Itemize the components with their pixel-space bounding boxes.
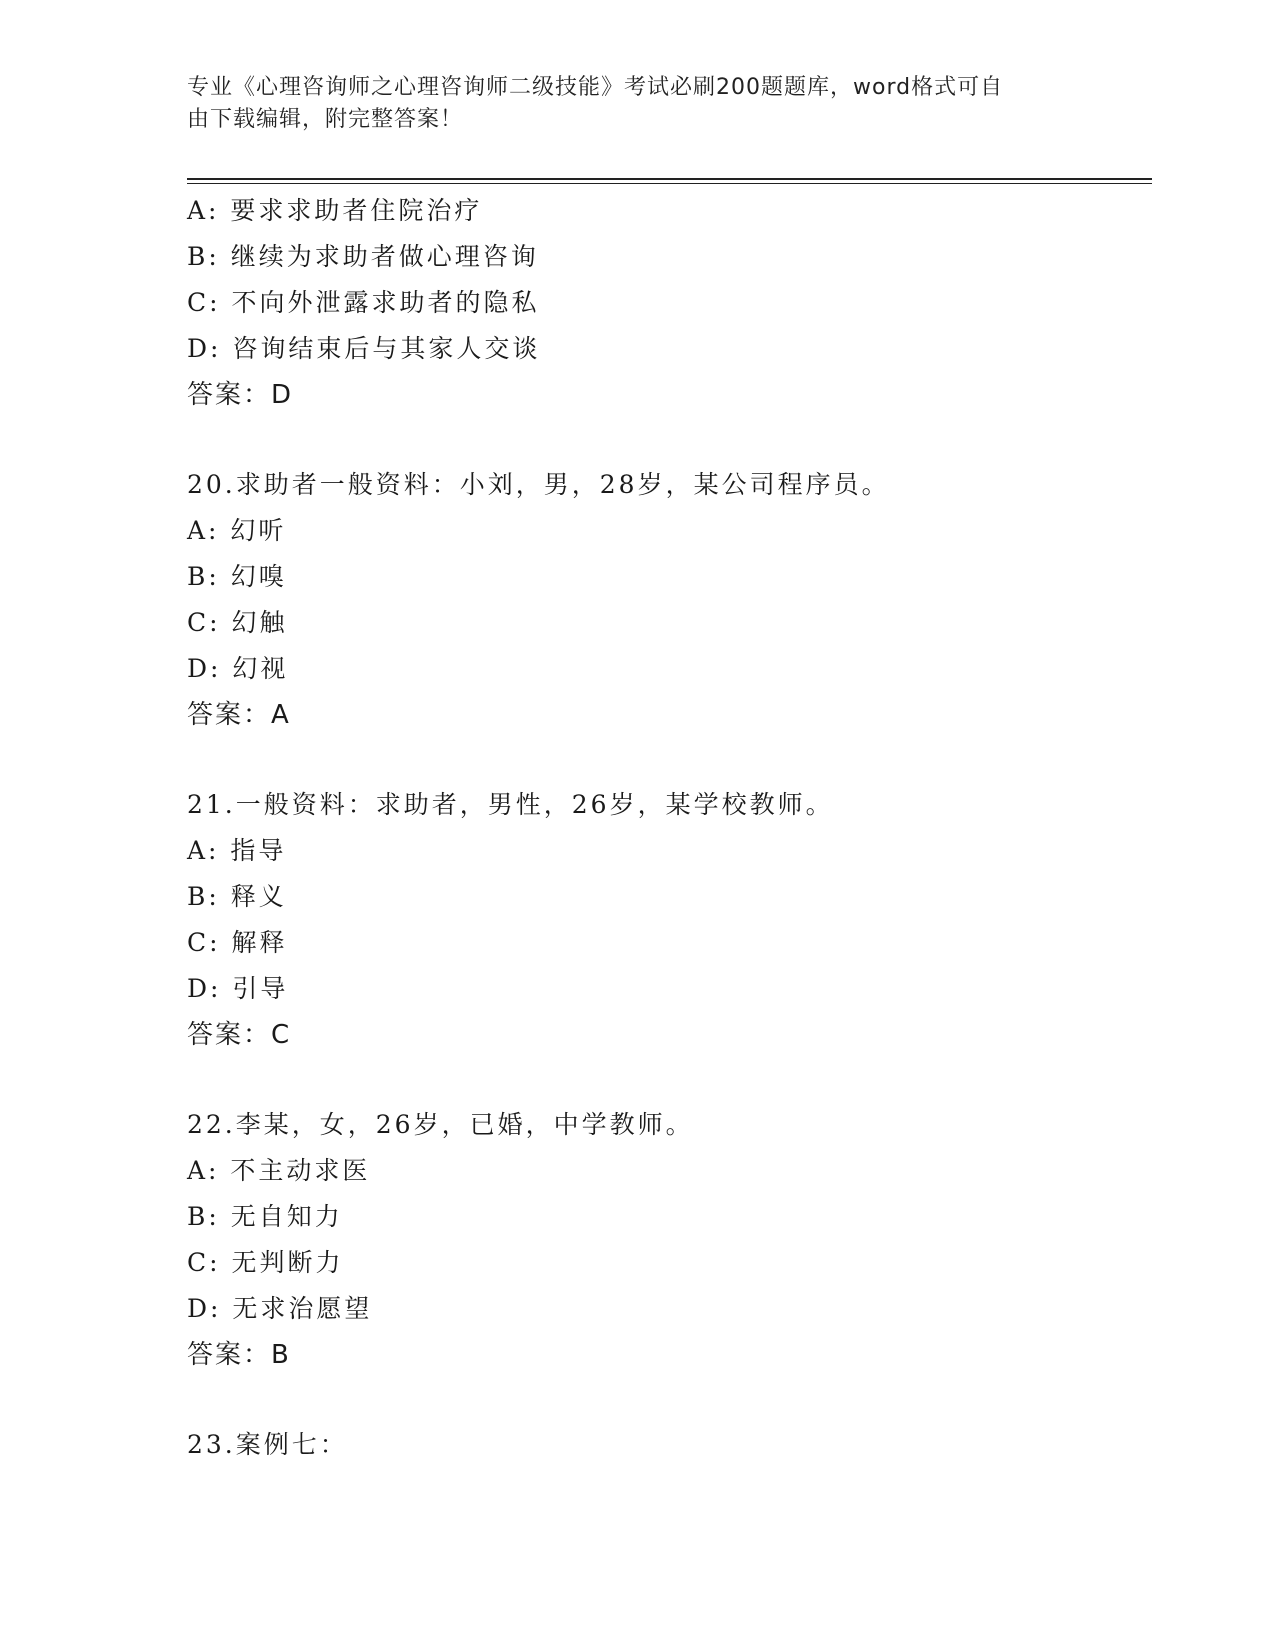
spacer <box>187 418 1147 462</box>
question-stem: 22.李某，女，26岁，已婚，中学教师。 <box>187 1110 694 1139</box>
question-19-continued <box>187 188 1147 418</box>
spacer <box>187 738 1147 782</box>
option-d: D: 引导 <box>187 974 289 1003</box>
option-b: B: 无自知力 <box>187 1202 343 1231</box>
option-a: A: 幻听 <box>187 516 287 545</box>
answer: 答案：A <box>187 700 291 730</box>
document-header <box>187 72 1067 136</box>
question-23 <box>187 1422 1147 1468</box>
option-b: B: 继续为求助者做心理咨询 <box>187 242 539 271</box>
option-c: C: 不向外泄露求助者的隐私 <box>187 288 540 317</box>
question-21 <box>187 782 1147 1058</box>
answer: 答案：C <box>187 1020 292 1050</box>
header-line-2: 由下载编辑，附完整答案！ <box>187 107 464 132</box>
answer: 答案：D <box>187 380 294 410</box>
option-a: A: 不主动求医 <box>187 1156 371 1185</box>
question-stem: 23.案例七： <box>187 1430 348 1459</box>
spacer <box>187 1058 1147 1102</box>
option-c: C: 解释 <box>187 928 288 957</box>
option-d: D: 幻视 <box>187 654 289 683</box>
option-d: D: 咨询结束后与其家人交谈 <box>187 334 541 363</box>
option-c: C: 幻触 <box>187 608 288 637</box>
option-a: A: 要求求助者住院治疗 <box>187 196 483 225</box>
header-line-1: 专业《心理咨询师之心理咨询师二级技能》考试必刷200题题库，word格式可自 <box>187 75 1004 100</box>
option-b: B: 幻嗅 <box>187 562 287 591</box>
option-d: D: 无求治愿望 <box>187 1294 373 1323</box>
option-b: B: 释义 <box>187 882 287 911</box>
question-stem: 20.求助者一般资料：小刘，男，28岁，某公司程序员。 <box>187 470 890 499</box>
question-22 <box>187 1102 1147 1378</box>
question-stem: 21.一般资料：求助者，男性，26岁，某学校教师。 <box>187 790 834 819</box>
spacer <box>187 1378 1147 1422</box>
option-c: C: 无判断力 <box>187 1248 344 1277</box>
question-20 <box>187 462 1147 738</box>
option-a: A: 指导 <box>187 836 287 865</box>
question-list <box>187 188 1147 1468</box>
answer: 答案：B <box>187 1340 291 1370</box>
header-divider <box>187 178 1152 184</box>
